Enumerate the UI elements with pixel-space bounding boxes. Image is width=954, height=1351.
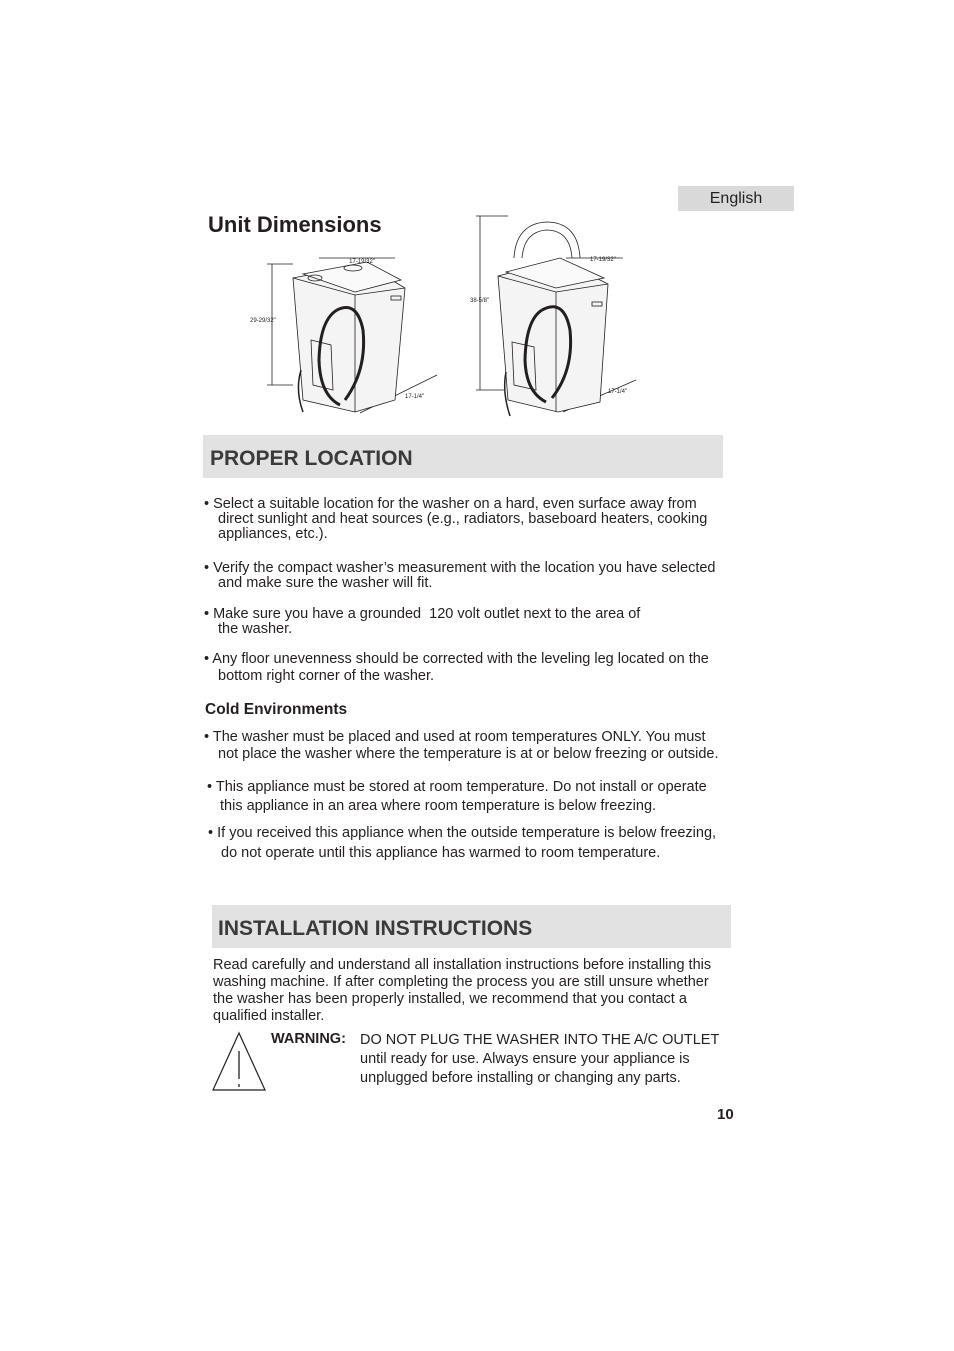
proper-location-banner — [203, 435, 723, 478]
list-item: • Make sure you have a grounded 120 volt outlet next to the area of — [204, 606, 641, 622]
warning-label: WARNING: — [271, 1031, 346, 1047]
paragraph-line: washing machine. If after completing the process you are still unsure whether — [213, 974, 709, 990]
unit-dimensions-title: Unit Dimensions — [208, 212, 382, 237]
list-item-cont: this appliance in an area where room temperature is below freezing. — [220, 798, 657, 814]
warning-line: until ready for use. Always ensure your appliance is — [360, 1051, 690, 1067]
warning-line: DO NOT PLUG THE WASHER INTO THE A/C OUTLET — [360, 1032, 720, 1048]
warning-triangle-icon — [211, 1031, 267, 1092]
list-item: • Any floor unevenness should be corrected with the leveling leg located on the — [204, 651, 709, 667]
dim-depth-label: 17-1/4" — [405, 394, 425, 400]
list-item-cont: not place the washer where the temperature is at or below freezing or outside. — [218, 746, 719, 762]
paragraph-line: the washer has been properly installed, we recommend that you contact a — [213, 991, 687, 1007]
list-item-cont: appliances, etc.). — [218, 526, 328, 542]
cold-environments-heading: Cold Environments — [205, 701, 348, 718]
list-item-cont: and make sure the washer will fit. — [218, 575, 433, 591]
paragraph-line: Read carefully and understand all installation instructions before installing this — [213, 957, 712, 973]
dim-height-label: 38-5/8" — [470, 298, 490, 304]
installation-title: INSTALLATION INSTRUCTIONS — [218, 917, 533, 940]
list-item: • The washer must be placed and used at room temperatures ONLY. You must — [204, 729, 706, 745]
warning-line: unplugged before installing or changing any parts. — [360, 1070, 681, 1086]
list-item: • This appliance must be stored at room temperature. Do not install or operate — [207, 779, 707, 795]
dim-width-label: 17-19/32" — [349, 259, 375, 265]
page-number: 10 — [717, 1106, 734, 1123]
language-tab: English — [678, 186, 794, 211]
list-item-cont: bottom right corner of the washer. — [218, 668, 434, 684]
list-item: • Select a suitable location for the washer on a hard, even surface away from — [204, 496, 697, 512]
list-item: • Verify the compact washer’s measurement with the location you have selected — [204, 560, 716, 576]
list-item-cont: do not operate until this appliance has warmed to room temperature. — [221, 845, 661, 861]
paragraph-line: qualified installer. — [213, 1008, 325, 1024]
proper-location-title: PROPER LOCATION — [210, 447, 413, 470]
dim-height-label: 29-29/32" — [250, 318, 276, 324]
list-item-cont: direct sunlight and heat sources (e.g., radiators, baseboard heaters, cooking — [218, 511, 708, 527]
dim-depth-label: 17-1/4" — [608, 389, 628, 395]
washer-diagram-open — [468, 212, 648, 422]
list-item-cont: the washer. — [218, 621, 293, 637]
list-item: • If you received this appliance when the outside temperature is below freezing, — [208, 825, 717, 841]
dim-width-label: 17-19/32" — [590, 257, 616, 263]
installation-banner — [212, 905, 731, 948]
washer-diagram-closed — [245, 250, 445, 422]
